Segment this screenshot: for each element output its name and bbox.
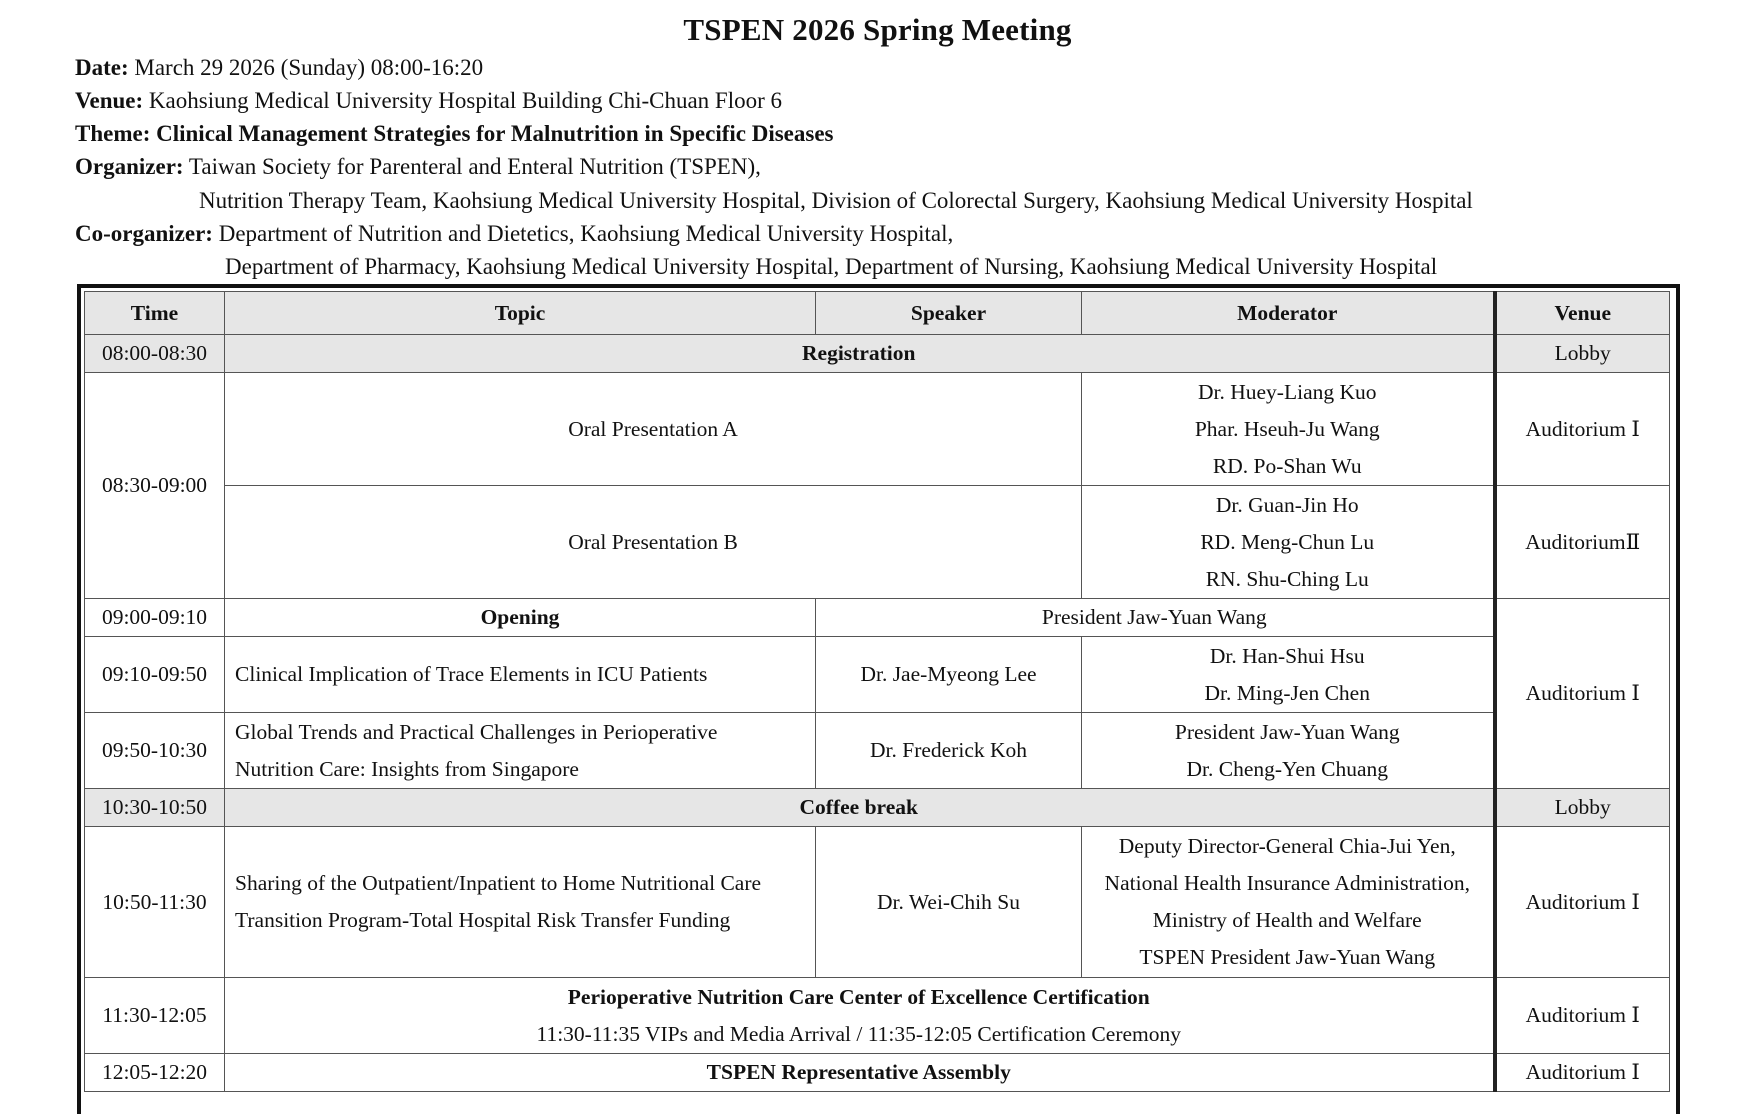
block-venue: Auditorium Ⅰ: [1495, 599, 1670, 789]
oral-b-topic: Oral Presentation B: [225, 486, 1082, 599]
assembly-label: TSPEN Representative Assembly: [225, 1054, 1495, 1092]
registration-label: Registration: [225, 335, 1495, 373]
moderator: President Jaw-Yuan Wang: [1174, 719, 1400, 744]
moderator: Dr. Guan-Jin Ho: [1215, 492, 1359, 517]
header-topic: Topic: [225, 292, 816, 335]
certification-cell: [225, 978, 1495, 1054]
talk3-moderators: [1082, 827, 1495, 978]
certification-venue: Auditorium Ⅰ: [1495, 978, 1670, 1054]
date-label: Date:: [75, 55, 129, 80]
venue-value: Kaohsiung Medical University Hospital Building Chi-Chuan Floor 6: [148, 88, 783, 113]
moderator: Phar. Hseuh-Ju Wang: [1194, 416, 1380, 441]
registration-time: 08:00-08:30: [85, 335, 225, 373]
table-row: [85, 1054, 1670, 1092]
moderator: Dr. Han-Shui Hsu: [1209, 643, 1365, 668]
assembly-time: 12:05-12:20: [85, 1054, 225, 1092]
date-line: [75, 51, 483, 84]
coorganizer-label: Co-organizer:: [75, 221, 213, 246]
date-value: March 29 2026 (Sunday) 08:00-16:20: [134, 55, 484, 80]
coorganizer-line: [75, 217, 953, 250]
registration-venue: Lobby: [1495, 335, 1670, 373]
table-row: [85, 637, 1670, 713]
moderator: Deputy Director-General Chia-Jui Yen,: [1118, 834, 1456, 858]
table-row: [85, 978, 1670, 1054]
organizer-line: [75, 150, 761, 183]
talk3-venue: Auditorium Ⅰ: [1495, 827, 1670, 978]
opening-speaker: President Jaw-Yuan Wang: [816, 599, 1495, 637]
talk1-time: 09:10-09:50: [85, 637, 225, 713]
venue-line: [75, 84, 782, 117]
talk2-time: 09:50-10:30: [85, 713, 225, 789]
moderator: Dr. Cheng-Yen Chuang: [1186, 756, 1388, 781]
table-row: [85, 373, 1670, 486]
table-row: [85, 335, 1670, 373]
header-moderator: Moderator: [1082, 292, 1495, 335]
organizer-value-2: Nutrition Therapy Team, Kaohsiung Medical University Hospital, Division of Colorectal Surgery, Kaohsiung Medical University Hospital: [199, 188, 1473, 213]
schedule-table: [84, 291, 1670, 1092]
talk2-moderators: [1082, 713, 1495, 789]
header-time: Time: [85, 292, 225, 335]
talk2-topic: [225, 713, 816, 789]
organizer-value-1: Taiwan Society for Parenteral and Enteral Nutrition (TSPEN),: [188, 154, 761, 179]
opening-time: 09:00-09:10: [85, 599, 225, 637]
coffee-venue: Lobby: [1495, 789, 1670, 827]
oral-b-venue: AuditoriumⅡ: [1495, 486, 1670, 599]
table-row: [85, 713, 1670, 789]
organizer-label: Organizer:: [75, 154, 184, 179]
venue-label: Venue:: [75, 88, 144, 113]
talk3-speaker: Dr. Wei-Chih Su: [816, 827, 1082, 978]
assembly-venue: Auditorium Ⅰ: [1495, 1054, 1670, 1092]
topic-line: Nutrition Care: Insights from Singapore: [235, 756, 579, 781]
table-header-row: [85, 292, 1670, 335]
certification-title: Perioperative Nutrition Care Center of Excellence Certification: [567, 984, 1150, 1009]
header-speaker: Speaker: [816, 292, 1082, 335]
moderator: RN. Shu-Ching Lu: [1205, 566, 1369, 591]
moderator: National Health Insurance Administration,: [1104, 871, 1470, 895]
moderator: Dr. Huey-Liang Kuo: [1197, 379, 1377, 404]
topic-line: Global Trends and Practical Challenges in Perioperative: [235, 719, 718, 744]
moderator: RD. Meng-Chun Lu: [1200, 529, 1375, 554]
topic-line: Transition Program-Total Hospital Risk Transfer Funding: [235, 908, 731, 932]
talk1-topic: Clinical Implication of Trace Elements in ICU Patients: [225, 637, 816, 713]
oral-time: 08:30-09:00: [85, 373, 225, 599]
moderator: RD. Po-Shan Wu: [1212, 453, 1362, 478]
moderator: Dr. Ming-Jen Chen: [1204, 680, 1370, 705]
oral-a-topic: Oral Presentation A: [225, 373, 1082, 486]
coorganizer-value-2: Department of Pharmacy, Kaohsiung Medical University Hospital, Department of Nursing, Kaohsiung Medical University Hospital: [225, 254, 1438, 279]
header-venue: Venue: [1495, 292, 1670, 335]
theme-value: Clinical Management Strategies for Malnutrition in Specific Diseases: [156, 121, 834, 146]
coffee-label: Coffee break: [225, 789, 1495, 827]
coorganizer-value-1: Department of Nutrition and Dietetics, Kaohsiung Medical University Hospital,: [218, 221, 954, 246]
moderator: TSPEN President Jaw-Yuan Wang: [1139, 945, 1436, 969]
talk2-speaker: Dr. Frederick Koh: [816, 713, 1082, 789]
opening-label: Opening: [225, 599, 816, 637]
certification-detail: 11:30-11:35 VIPs and Media Arrival / 11:35-12:05 Certification Ceremony: [536, 1021, 1181, 1046]
certification-time: 11:30-12:05: [85, 978, 225, 1054]
oral-b-moderators: [1082, 486, 1495, 599]
table-row: [85, 827, 1670, 978]
talk1-speaker: Dr. Jae-Myeong Lee: [816, 637, 1082, 713]
topic-line: Sharing of the Outpatient/Inpatient to Home Nutritional Care: [235, 871, 762, 895]
talk3-topic: [225, 827, 816, 978]
talk3-time: 10:50-11:30: [85, 827, 225, 978]
coffee-time: 10:30-10:50: [85, 789, 225, 827]
table-row: [85, 599, 1670, 637]
oral-a-venue: Auditorium Ⅰ: [1495, 373, 1670, 486]
table-row: [85, 486, 1670, 599]
moderator: Ministry of Health and Welfare: [1152, 908, 1422, 932]
page-title: TSPEN 2026 Spring Meeting: [683, 12, 1072, 47]
table-row: [85, 789, 1670, 827]
oral-a-moderators: [1082, 373, 1495, 486]
talk1-moderators: [1082, 637, 1495, 713]
theme-line: [75, 117, 833, 150]
theme-label: Theme:: [75, 121, 151, 146]
